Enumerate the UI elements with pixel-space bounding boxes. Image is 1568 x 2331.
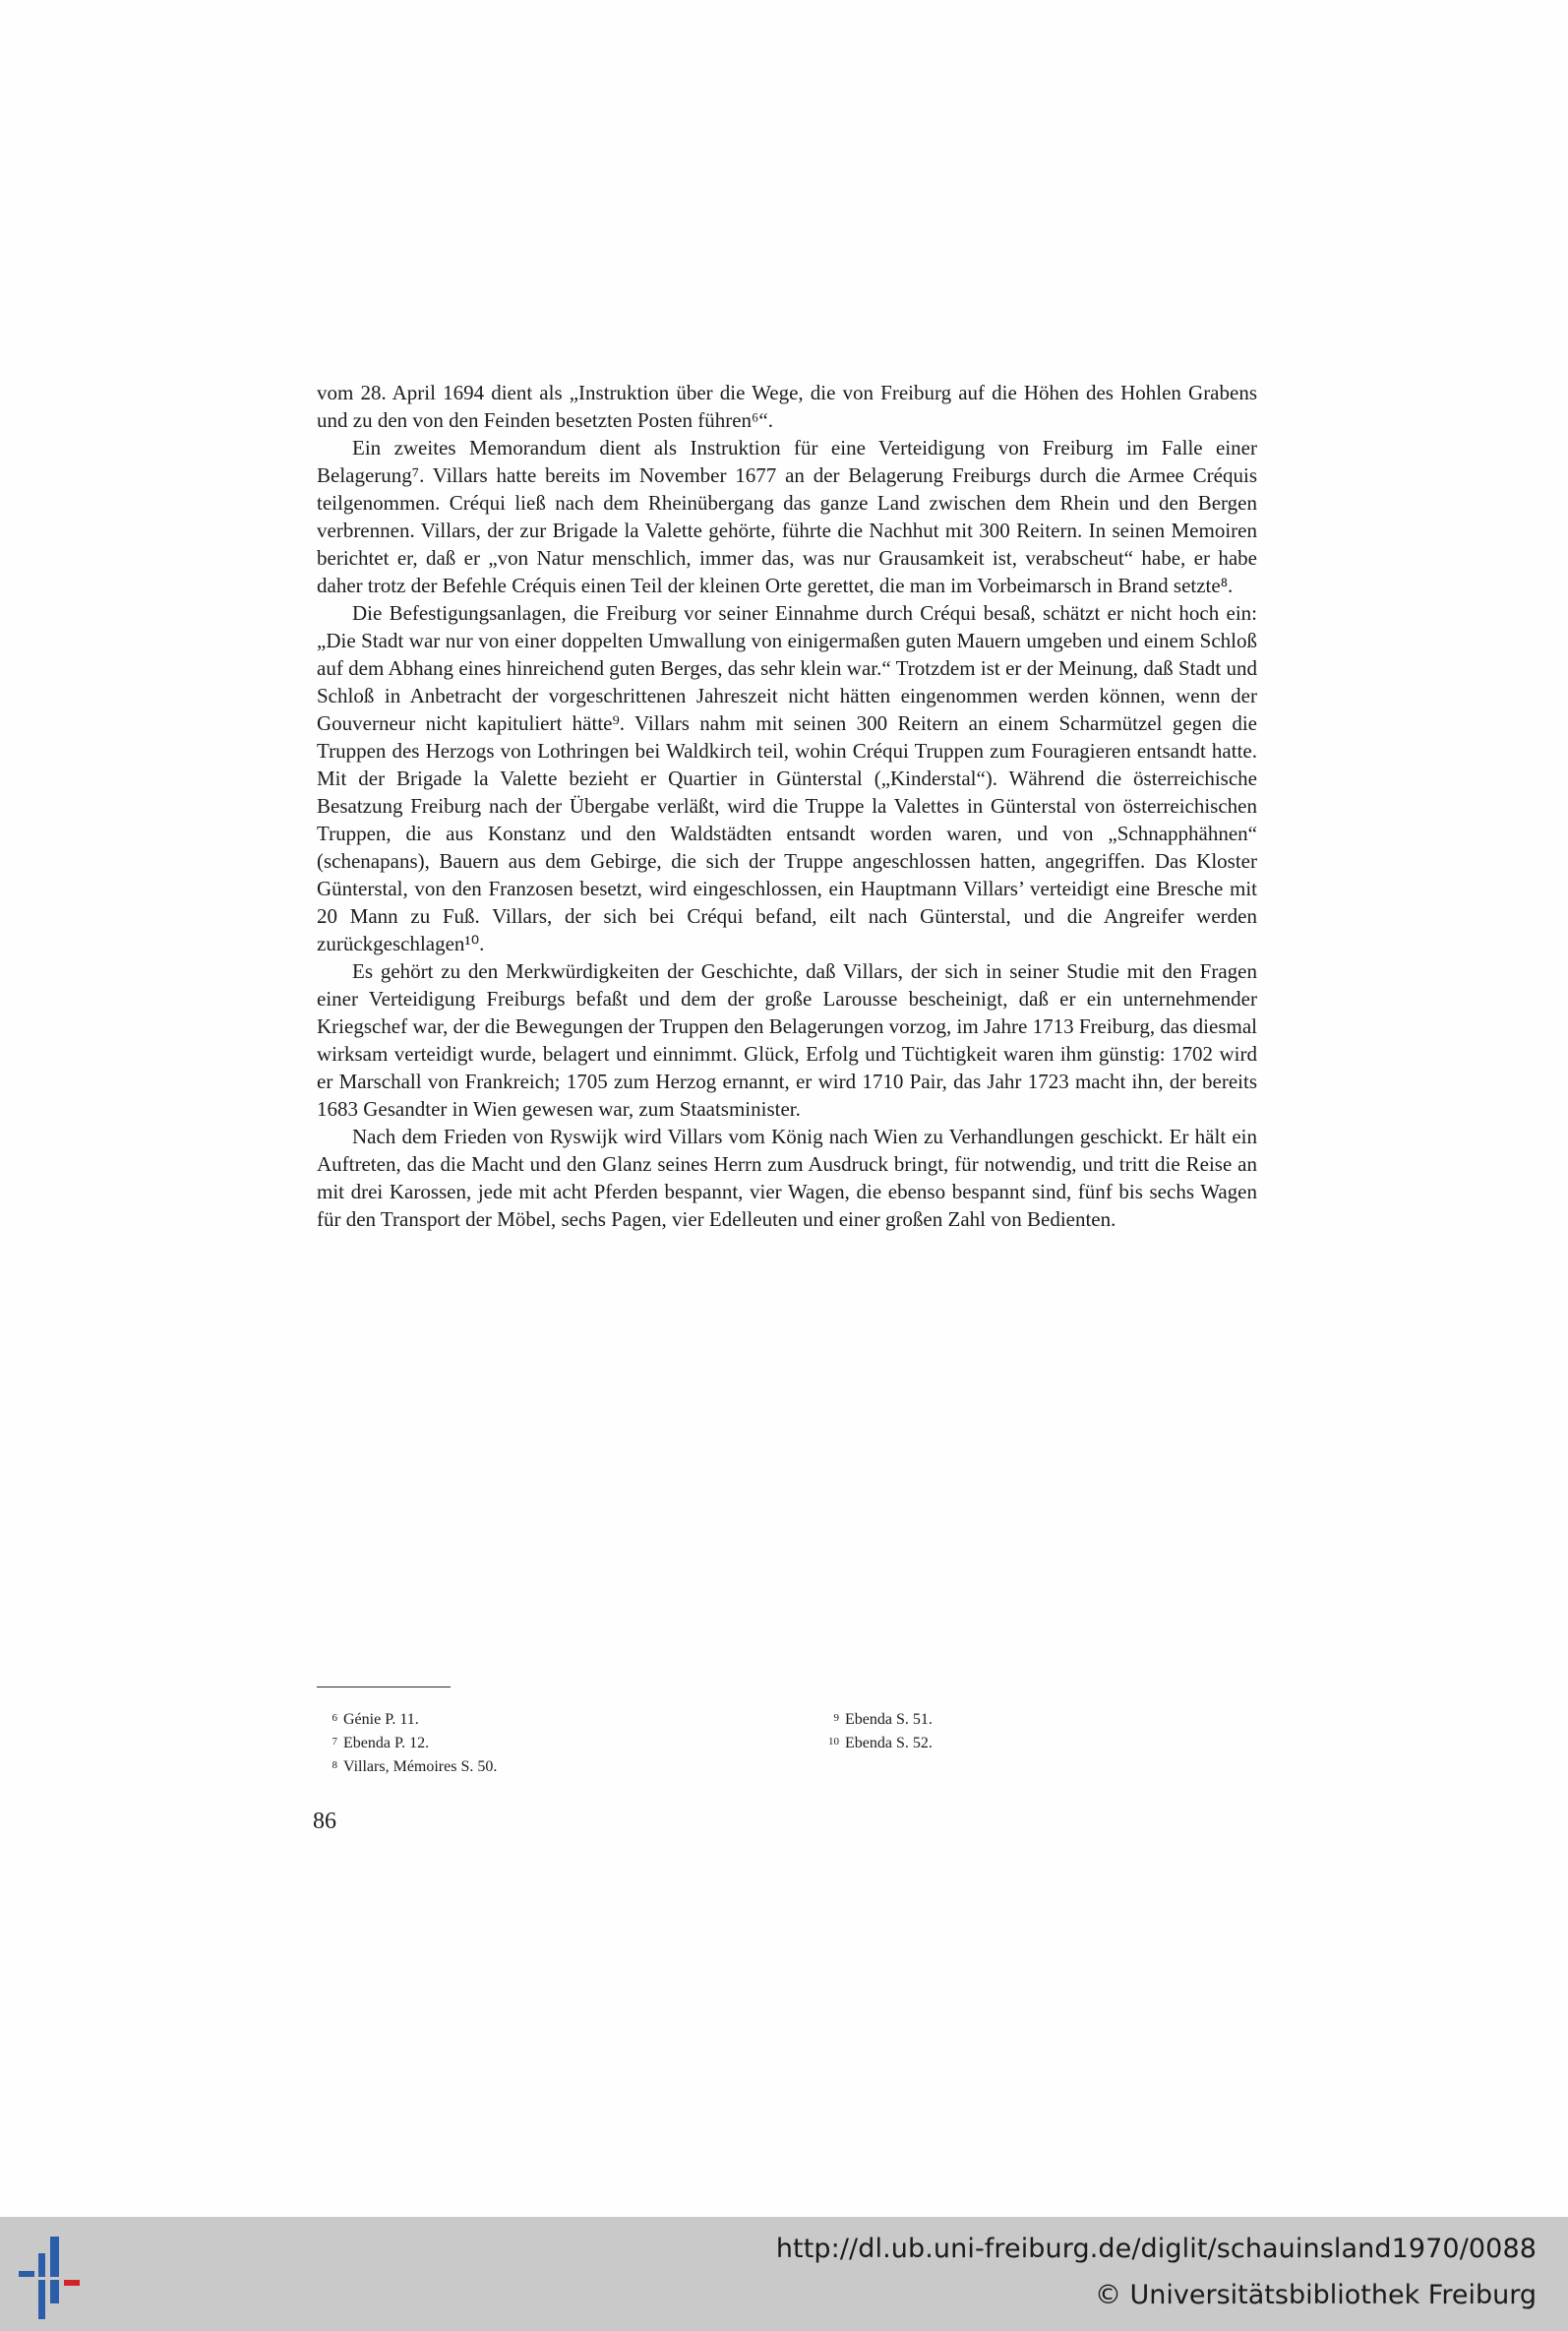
source-url-link[interactable]: http://dl.ub.uni-freiburg.de/diglit/schauinsland1970/0088 [775,2234,1537,2264]
footnotes-left [320,1707,713,1778]
paragraph: Ein zweites Memorandum dient als Instruktion für eine Verteidigung von Freiburg im Falle einer Belagerung⁷. Villars hatte bereits im November 1677 an der Belagerung Freiburgs durch die Armee Créquis teilgenommen. Créqui ließ nach dem Rheinübergang das ganze Land zwischen dem Rhein und den Bergen verbrennen. Villars, der zur Brigade la Valette gehörte, führte die Nachhut mit 300 Reitern. In seinen Memoiren berichtet er, daß er „von Natur menschlich, immer das, was nur Grausamkeit ist, verabscheut“ habe, er habe daher trotz der Befehle Créquis einen Teil der kleinen Orte gerettet, die man im Vorbeimarsch in Brand setzte⁸. [317,436,1257,597]
footnote: 6 Génie P. 11. [332,1711,419,1728]
footnote: 10 Ebenda S. 52. [828,1735,933,1751]
paragraph: Die Befestigungsanlagen, die Freiburg vor seiner Einnahme durch Créqui besaß, schätzt er nicht hoch ein: „Die Stadt war nur von einer doppelten Umwallung von einigermaßen guten Mauern umgeben und einem Schloß auf dem Abhang eines hinreichend guten Berges, das sehr klein war.“ Trotzdem ist er der Meinung, daß Stadt und Schloß in Anbetracht der vorgeschrittenen Jahreszeit nicht hätten eingenommen werden können, wenn der Gouverneur nicht kapituliert hätte⁹. Villars nahm mit seinen 300 Reitern an einem Scharmützel gegen die Truppen des Herzogs von Lothringen bei Waldkirch teil, wohin Créqui Truppen zum Fouragieren entsandt hatte. Mit der Brigade la Valette bezieht er Quartier in Günterstal („Kinderstal“). Während die österreichische Besatzung Freiburg nach der Übergabe verläßt, wird die Truppe la Valettes in Günterstal von österreichischen Truppen, die aus Konstanz und den Waldstädten entsandt worden waren, und von „Schnapphähnen“ (schenapans), Bauern aus dem Gebirge, die sich der Truppe angeschlossen hatten, angegriffen. Das Kloster Günterstal, von den Franzosen besetzt, wird eingeschlossen, ein Hauptmann Villars’ verteidigt eine Bresche mit 20 Mann zu Fuß. Villars, der sich bei Créqui befand, eilt nach Günterstal, und die Angreifer werden zurückgeschlagen¹⁰. [317,601,1257,955]
paragraph: Nach dem Frieden von Ryswijk wird Villars vom König nach Wien zu Verhandlungen geschickt. Er hält ein Auftreten, das die Macht und den Glanz seines Herrn zum Ausdruck bringt, für notwendig, und tritt die Reise an mit drei Karossen, jede mit acht Pferden bespannt, vier Wagen, die ebenso bespannt sind, fünf bis sechs Wagen für den Transport der Möbel, sechs Pagen, vier Edelleuten und einer großen Zahl von Bedienten. [317,1125,1257,1231]
footer-bar [0,2217,1568,2331]
paragraph: Es gehört zu den Merkwürdigkeiten der Geschichte, daß Villars, der sich in seiner Studie mit den Fragen einer Verteidigung Freiburgs befaßt und dem der große Larousse bescheinigt, daß er ein unternehmender Kriegschef war, der die Bewegungen der Truppen den Belagerungen vorzog, im Jahre 1713 Freiburg, das diesmal wirksam verteidigt wurde, belagert und einnimmt. Glück, Erfolg und Tüchtigkeit waren ihm günstig: 1702 wird er Marschall von Frankreich; 1705 zum Herzog ernannt, er wird 1710 Pair, das Jahr 1723 macht ihn, der bereits 1683 Gesandter in Wien gewesen war, zum Staatsminister. [317,959,1257,1121]
body-text [317,379,1257,1233]
paragraph: vom 28. April 1694 dient als „Instruktion über die Wege, die von Freiburg auf die Höhen des Hohlen Grabens und zu den von den Feinden besetzten Posten führen⁶“. [317,381,1257,432]
library-logo-icon [14,2237,102,2319]
page-number: 86 [313,1809,336,1834]
footnote: 9 Ebenda S. 51. [833,1711,933,1728]
footnote: 7 Ebenda P. 12. [332,1735,430,1751]
copyright-notice: © Universitätsbibliothek Freiburg [1094,2280,1537,2310]
footnotes-right [821,1707,1215,1754]
footnote: 8 Villars, Mémoires S. 50. [332,1758,498,1775]
